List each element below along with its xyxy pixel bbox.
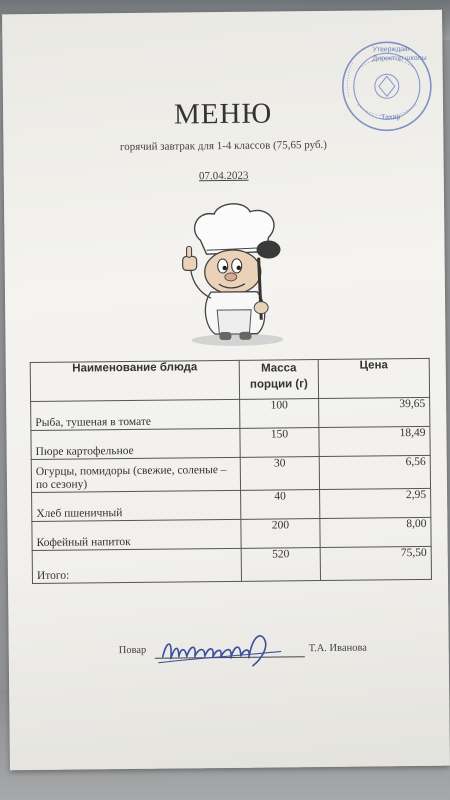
- menu-sheet: [2, 10, 450, 771]
- total-label: Итого:: [32, 548, 241, 583]
- menu-date: [4, 168, 444, 185]
- dish-price: 18,49: [319, 426, 430, 456]
- menu-date-value: 07.04.2023: [198, 169, 249, 183]
- header-mass-line1: Масса: [260, 362, 297, 375]
- header-dish-name: Наименование блюда: [30, 360, 239, 401]
- dish-price: 2,95: [320, 488, 431, 518]
- stamp-name-text: Тахир: [381, 114, 401, 122]
- total-price: 75,50: [320, 546, 431, 580]
- page-title: МЕНЮ: [173, 97, 273, 131]
- table-row: [32, 488, 431, 521]
- header-price: Цена: [318, 358, 429, 398]
- total-mass: 520: [241, 548, 320, 582]
- dish-name: Огурцы, помидоры (свежие, соленые – по сезону): [31, 457, 240, 492]
- page-subtitle: горячий завтрак для 1-4 классов (75,65 руб.): [119, 138, 328, 154]
- header-mass-line2: порции (г): [249, 378, 308, 391]
- dish-price: 39,65: [319, 397, 430, 427]
- cook-role-label: Повар: [118, 644, 147, 657]
- dish-mass: 40: [241, 490, 320, 520]
- dish-mass: 30: [240, 457, 319, 491]
- handwritten-signature: [156, 625, 286, 672]
- menu-table: [30, 358, 432, 584]
- table-row: [31, 426, 430, 459]
- dish-mass: 100: [240, 399, 319, 429]
- stamp-approval-text: Утверждаю: [372, 46, 410, 54]
- dish-name: Пюре картофельное: [31, 428, 240, 459]
- dish-mass: 200: [241, 519, 320, 549]
- dish-name: Рыба, тушеная в томате: [31, 399, 240, 430]
- dish-name: Кофейный напиток: [32, 519, 241, 550]
- table-row: [32, 517, 431, 550]
- stamp-director-text: Директор школы: [372, 54, 427, 63]
- table-row: [31, 397, 430, 430]
- table-row: [31, 455, 430, 492]
- dish-price: 8,00: [320, 517, 431, 547]
- dish-price: 6,56: [319, 455, 430, 489]
- table-header-row: [30, 358, 429, 401]
- cook-name: Т.А. Иванова: [308, 642, 368, 655]
- dish-mass: 150: [240, 428, 319, 458]
- dish-name: Хлеб пшеничный: [32, 490, 241, 521]
- chef-illustration: [170, 199, 302, 350]
- header-portion-mass: [239, 360, 318, 400]
- table-total-row: [32, 546, 431, 583]
